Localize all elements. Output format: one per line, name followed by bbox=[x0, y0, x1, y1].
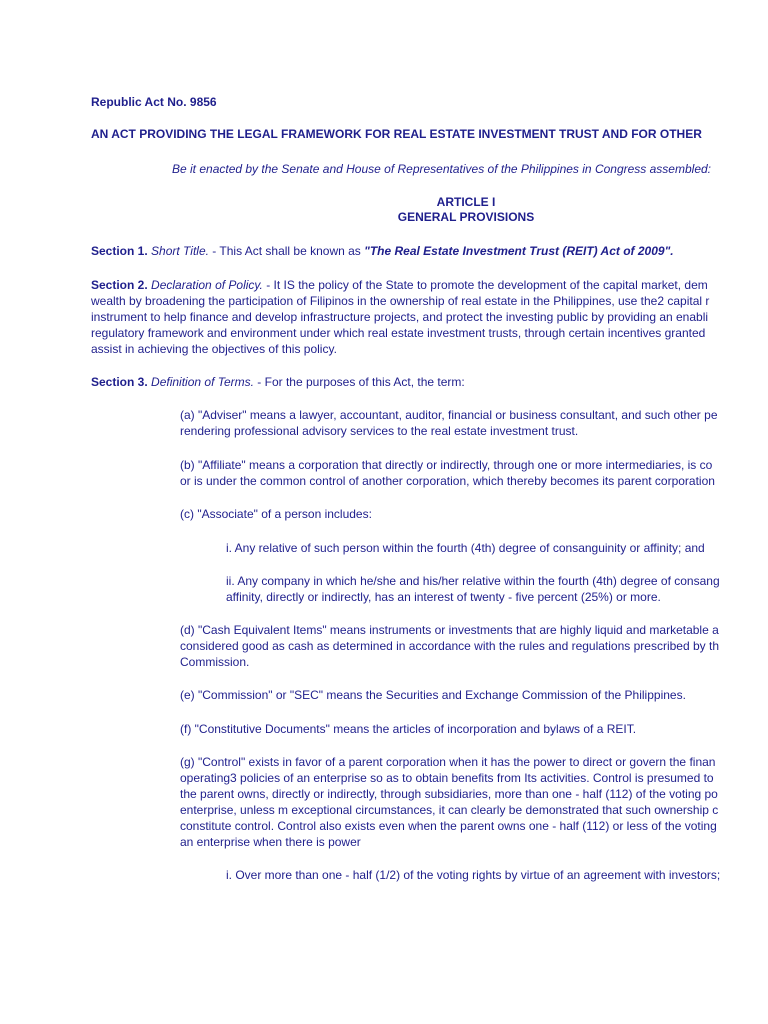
article-title: GENERAL PROVISIONS bbox=[397, 210, 535, 224]
definition-c-ii: ii. Any company in which he/she and his/her relative within the fourth (4th) degree of consang affinity, directly or indirectly, has an interest of twenty - five percent (25%) or more. bbox=[226, 574, 720, 604]
section-1-heading: Short Title. bbox=[151, 244, 209, 258]
definition-a: (a) "Adviser" means a lawyer, accountant, auditor, financial or business consultant, and such other pe rendering professional advisory services to the real estate investment trust. bbox=[180, 408, 718, 438]
section-2-label: Section 2. bbox=[91, 278, 148, 292]
section-3-text: - For the purposes of this Act, the term: bbox=[253, 375, 465, 389]
definition-b: (b) "Affiliate" means a corporation that directly or indirectly, through one or more intermediaries, is co or is under the common control of another corporation, which thereby becomes its parent corporation bbox=[180, 458, 715, 488]
section-1 bbox=[91, 243, 674, 259]
definition-g: (g) "Control" exists in favor of a parent corporation when it has the power to direct or govern the finan operating3 policies of an enterprise so as to obtain benefits from Its activities. Control is presumed to the parent owns, directly or indirectly, through subsidiaries, more than one - half (112) of the voting po enterprise, unless m exceptional circumstances, it can clearly be demonstrated that such ownership c constitute control. Control also exists even when the parent owns one - half (112) or less of the voting an enterprise when there is power bbox=[180, 755, 719, 849]
section-1-text: - This Act shall be known as bbox=[208, 244, 365, 258]
act-title: AN ACT PROVIDING THE LEGAL FRAMEWORK FOR REAL ESTATE INVESTMENT TRUST AND FOR OTHER bbox=[91, 127, 702, 141]
definition-c: (c) "Associate" of a person includes: bbox=[180, 507, 372, 521]
section-2 bbox=[91, 277, 709, 357]
definition-d: (d) "Cash Equivalent Items" means instruments or investments that are highly liquid and marketable a considered good as cash as determined in accordance with the rules and regulations prescribed by th Commission. bbox=[180, 623, 719, 669]
section-3 bbox=[91, 374, 465, 390]
definition-f: (f) "Constitutive Documents" means the articles of incorporation and bylaws of a REIT. bbox=[180, 722, 637, 736]
section-2-first-line: - It IS the policy of the State to promote the development of the capital market, dem bbox=[262, 278, 708, 292]
act-number: Republic Act No. 9856 bbox=[91, 95, 217, 109]
section-2-line: regulatory framework and environment under which real estate investment trusts, through certain incentives granted bbox=[91, 326, 706, 340]
section-2-heading: Declaration of Policy. bbox=[151, 278, 263, 292]
definition-e: (e) "Commission" or "SEC" means the Securities and Exchange Commission of the Philippines. bbox=[180, 688, 686, 702]
definition-c-i: i. Any relative of such person within the fourth (4th) degree of consanguinity or affinity; and bbox=[226, 541, 705, 555]
section-2-line: instrument to help finance and develop infrastructure projects, and protect the investing public by providing an enabli bbox=[91, 310, 709, 324]
section-1-label: Section 1. bbox=[91, 244, 148, 258]
enacting-clause: Be it enacted by the Senate and House of Representatives of the Philippines in Congress assembled: bbox=[172, 162, 711, 176]
definition-g-i: i. Over more than one - half (1/2) of the voting rights by virtue of an agreement with investors; bbox=[226, 868, 721, 882]
section-3-label: Section 3. bbox=[91, 375, 148, 389]
section-1-quote: "The Real Estate Investment Trust (REIT) Act of 2009". bbox=[364, 244, 674, 258]
article-number: ARTICLE I bbox=[436, 195, 496, 209]
section-2-line: wealth by broadening the participation of Filipinos in the ownership of real estate in the Philippines, use the2 capital r bbox=[91, 294, 710, 308]
section-2-line: assist in achieving the objectives of this policy. bbox=[91, 342, 337, 356]
section-3-heading: Definition of Terms. bbox=[151, 375, 254, 389]
